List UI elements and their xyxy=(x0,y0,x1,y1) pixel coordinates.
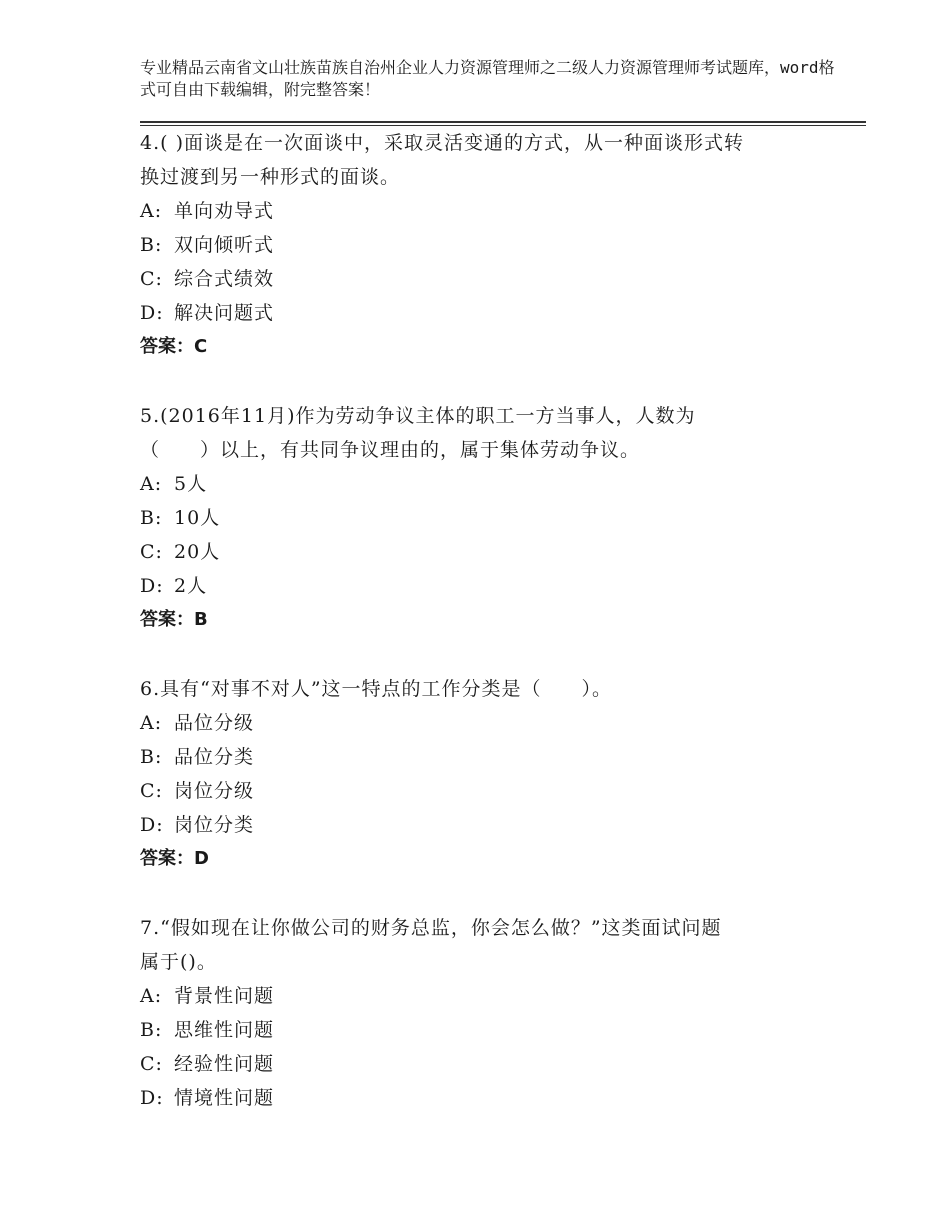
question-6 xyxy=(140,672,820,876)
question-5 xyxy=(140,399,820,637)
question-stem-line: （ ）以上，有共同争议理由的，属于集体劳动争议。 xyxy=(140,439,641,461)
option-a xyxy=(140,706,820,740)
question-4 xyxy=(140,126,820,364)
question-stem-line: 7.“假如现在让你做公司的财务总监，你会怎么做？”这类面试问题 xyxy=(140,917,722,939)
option-text: 背景性问题 xyxy=(174,985,275,1007)
option-a xyxy=(140,979,820,1013)
answer-line: 答案：D xyxy=(140,848,209,869)
option-a xyxy=(140,467,820,501)
option-d xyxy=(140,296,820,330)
option-text: 经验性问题 xyxy=(174,1053,275,1075)
question-stem-line: 属于()。 xyxy=(140,951,217,973)
option-text: 解决问题式 xyxy=(174,302,275,324)
answer-line: 答案：B xyxy=(140,609,208,630)
option-letter: B: xyxy=(140,234,163,256)
option-b xyxy=(140,740,820,774)
option-text: 10人 xyxy=(174,507,221,529)
option-text: 岗位分级 xyxy=(174,780,255,802)
option-text: 综合式绩效 xyxy=(174,268,275,290)
option-letter: B: xyxy=(140,746,163,768)
question-7 xyxy=(140,911,820,1115)
option-text: 单向劝导式 xyxy=(174,200,275,222)
option-text: 品位分类 xyxy=(174,746,255,768)
option-letter: C: xyxy=(140,780,163,802)
option-b xyxy=(140,501,820,535)
option-text: 岗位分类 xyxy=(174,814,255,836)
option-letter: B: xyxy=(140,1019,163,1041)
option-letter: B: xyxy=(140,507,163,529)
option-a xyxy=(140,194,820,228)
option-text: 2人 xyxy=(174,575,208,597)
question-stem-line: 换过渡到另一种形式的面谈。 xyxy=(140,166,401,188)
option-letter: A: xyxy=(140,473,163,495)
option-c xyxy=(140,774,820,808)
option-text: 思维性问题 xyxy=(174,1019,275,1041)
option-letter: A: xyxy=(140,200,163,222)
option-letter: C: xyxy=(140,268,163,290)
option-c xyxy=(140,535,820,569)
option-c xyxy=(140,262,820,296)
option-letter: D: xyxy=(140,814,164,836)
option-text: 情境性问题 xyxy=(174,1087,275,1109)
option-text: 20人 xyxy=(174,541,221,563)
option-d xyxy=(140,808,820,842)
option-text: 双向倾听式 xyxy=(174,234,275,256)
option-letter: C: xyxy=(140,1053,163,1075)
option-letter: C: xyxy=(140,541,163,563)
page-header: 专业精品云南省文山壮族苗族自治州企业人力资源管理师之二级人力资源管理师考试题库，word格式可自由下载编辑，附完整答案！ xyxy=(140,58,835,99)
option-b xyxy=(140,1013,820,1047)
option-c xyxy=(140,1047,820,1081)
header-rule xyxy=(140,121,866,123)
option-letter: D: xyxy=(140,302,164,324)
option-text: 品位分级 xyxy=(174,712,255,734)
option-b xyxy=(140,228,820,262)
option-letter: D: xyxy=(140,1087,164,1109)
option-letter: D: xyxy=(140,575,164,597)
question-stem-line: 6.具有“对事不对人”这一特点的工作分类是（ ）。 xyxy=(140,678,613,700)
option-letter: A: xyxy=(140,712,163,734)
question-stem-line: 5.(2016年11月)作为劳动争议主体的职工一方当事人，人数为 xyxy=(140,405,696,427)
option-d xyxy=(140,1081,820,1115)
question-stem-line: 4.( )面谈是在一次面谈中，采取灵活变通的方式，从一种面谈形式转 xyxy=(140,132,744,154)
answer-line: 答案：C xyxy=(140,336,208,357)
option-d xyxy=(140,569,820,603)
option-text: 5人 xyxy=(174,473,208,495)
option-letter: A: xyxy=(140,985,163,1007)
